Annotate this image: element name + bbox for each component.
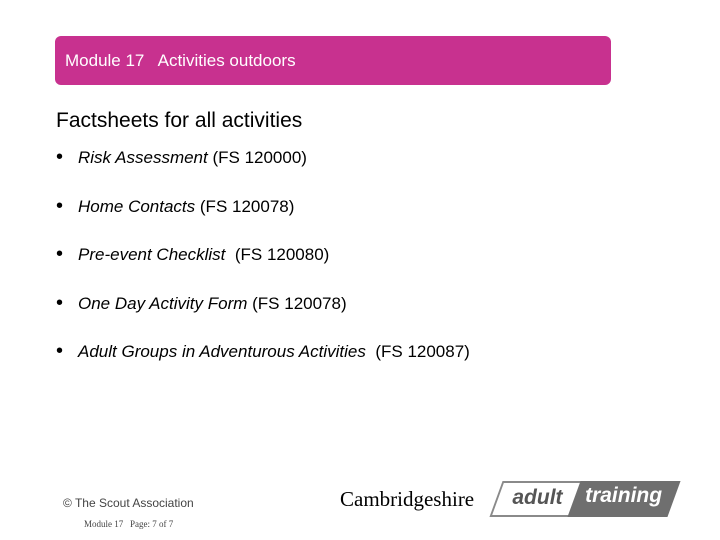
header-banner [55, 36, 611, 85]
factsheet-name: Risk Assessment [78, 148, 208, 167]
factsheet-name: Pre-event Checklist [78, 245, 226, 264]
footer-page-number: Module 17 Page: 7 of 7 [84, 519, 174, 529]
header-topic: Activities outdoors [157, 51, 296, 70]
slide-title: Factsheets for all activities [56, 109, 303, 132]
bullet-icon: • [56, 146, 64, 168]
footer-region-name: Cambridgeshire [340, 487, 475, 511]
factsheet-name: Home Contacts [78, 197, 196, 216]
list-item [56, 291, 676, 321]
adult-training-logo-right [567, 481, 680, 517]
bullet-icon: • [56, 292, 64, 314]
factsheet-code: (FS 120078) [195, 197, 295, 216]
bullet-icon: • [56, 195, 64, 217]
list-item [56, 339, 676, 369]
list-item [56, 145, 676, 175]
factsheet-code: (FS 120078) [247, 294, 347, 313]
bullet-icon: • [56, 243, 64, 265]
factsheet-code: (FS 120087) [365, 342, 470, 361]
list-item [56, 242, 676, 272]
header-module: Module 17 [65, 51, 145, 70]
logo-word-adult: adult [512, 486, 563, 509]
factsheet-name: One Day Activity Form [78, 294, 248, 313]
bullet-icon: • [56, 340, 64, 362]
factsheet-code: (FS 120000) [207, 148, 307, 167]
logo-word-training: training [585, 484, 663, 507]
header-title [65, 51, 296, 71]
factsheet-code: (FS 120080) [225, 245, 330, 264]
list-item [56, 194, 676, 224]
factsheet-name: Adult Groups in Adventurous Activities [78, 342, 366, 361]
footer-copyright: © The Scout Association [63, 496, 194, 510]
